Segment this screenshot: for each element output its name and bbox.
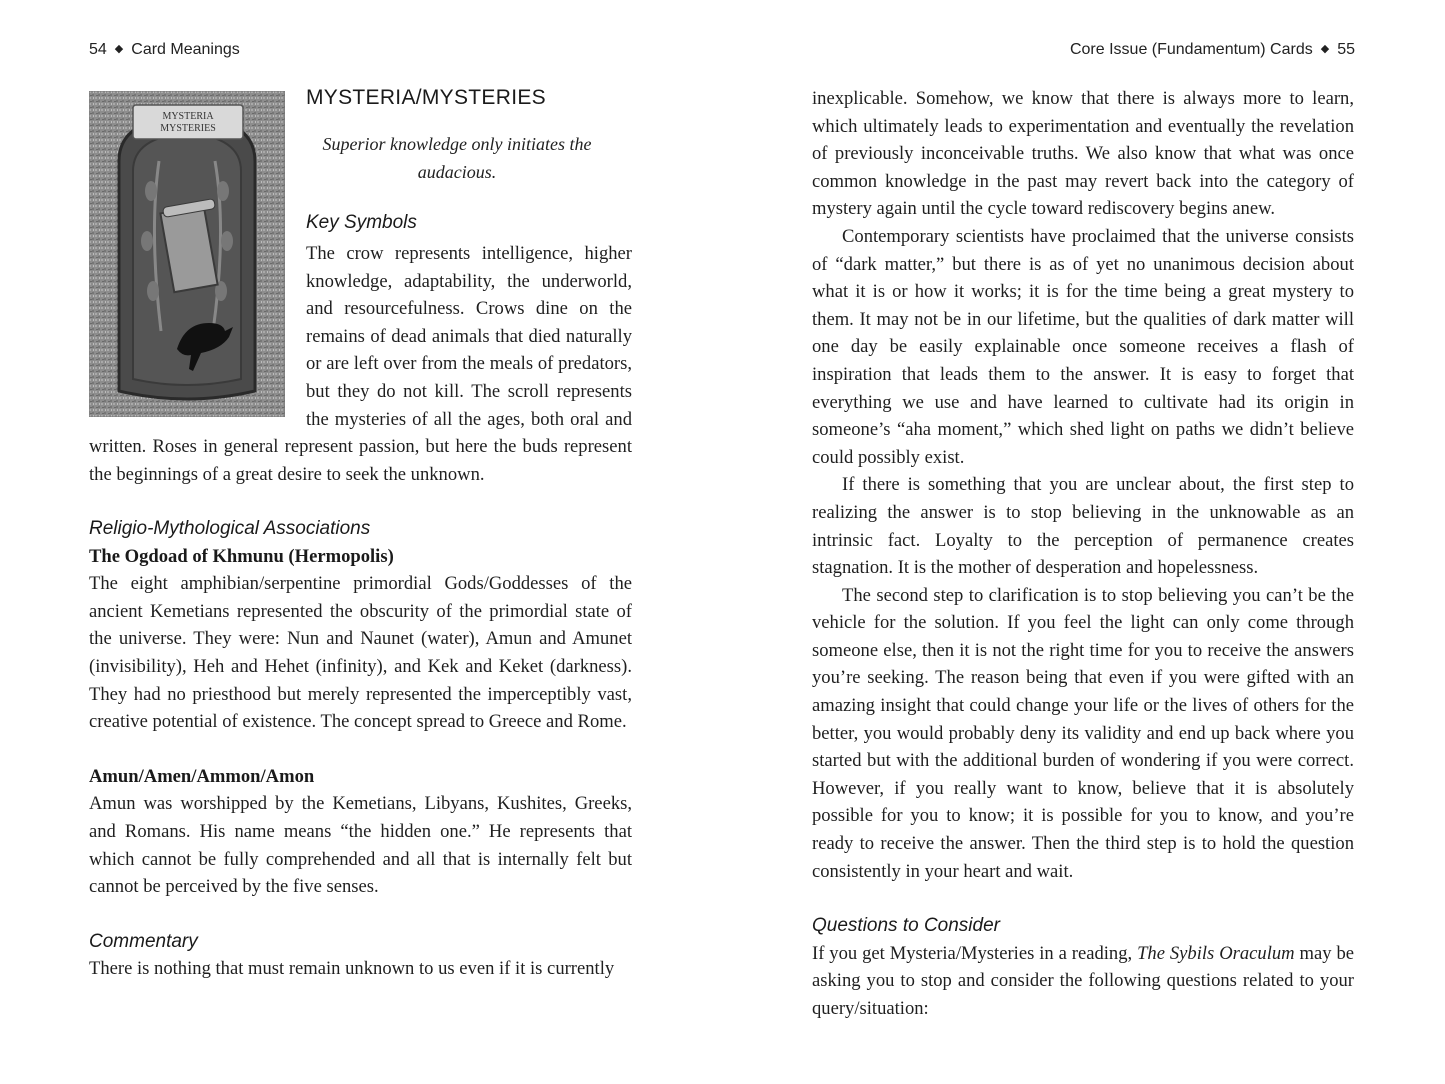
amun-heading: Amun/Amen/Ammon/Amon <box>89 765 315 787</box>
running-head-title: Core Issue (Fundamentum) Cards <box>1069 41 1313 58</box>
key-symbols-heading: Key Symbols <box>306 212 417 233</box>
body-paragraph: If there is something that you are unclear about, the first step to realizing the answer is to stop believing in the unknowable as an intrinsic fact. Loyalty to the perception of permanence creates stagnation. It is the mother of desperation and hopelessness. <box>812 474 1354 579</box>
card-image-title-line2: MYSTERIES <box>160 123 216 134</box>
body-paragraph: inexplicable. Somehow, we know that there is always more to learn, which ultimately leads to experimentation and eventually the revelation of previously inconceivable truths. We also know that what was once common knowledge in the past may revert back into the category of mystery again until the cycle toward rediscovery begins anew. <box>812 88 1354 220</box>
left-lower-section <box>89 515 632 983</box>
epigraph: Superior knowledge only initiates the audacious. <box>322 134 592 182</box>
commentary-text: There is nothing that must remain unknown to us even if it is currently <box>89 958 615 980</box>
ogdoad-text: The eight amphibian/serpentine primordial Gods/Goddesses of the ancient Kemetians represented the obscurity of the primordial state of the universe. They were: Nun and Naunet (water), Amun and Amunet (invisibility), Heh and Hehet (infinity), and Kek and Keket (darkness). They had no priesthood but merely represented the imperceptibly vast, creative potential of existence. The concept spread to Greece and Rome. <box>89 573 632 733</box>
questions-text <box>812 940 1354 1023</box>
key-symbols-section <box>89 240 632 488</box>
card-image-title-line1: MYSTERIA <box>162 111 214 122</box>
body-paragraph: Contemporary scientists have proclaimed that the universe consists of “dark matter,” but there is as of yet no unanimous decision about what it is or how it works; it is for the time being a great mystery to them. It may not be in our lifetime, but the qualities of dark matter will one day be easily explainable once someone receives a flash of inspiration that leads them to the answer. It is easy to forget that everything we use and have learned to cultivate had its origin in someone’s “aha moment,” which shed light on paths we didn’t believe could possibly exist. <box>812 225 1354 468</box>
running-head-right <box>1070 41 1355 59</box>
figure-wrap-space <box>89 240 306 432</box>
card-title: MYSTERIA/MYSTERIES <box>306 86 546 109</box>
book-title: The Sybils Oraculum <box>1137 942 1295 964</box>
page-number: 55 <box>1337 41 1355 58</box>
ogdoad-heading: The Ogdoad of Khmunu (Hermopolis) <box>89 545 394 567</box>
page-number: 54 <box>89 41 107 58</box>
body-paragraph: The second step to clarification is to stop believing you can’t be the vehicle for the solution. If you feel the light can only come through someone else, then it is not the right time for you to receive the answers you’re seeking. The reason being that even if you were gifted with an amazing insight that could change your life or the lives of others for the better, you would probably deny its validity and end up back where you started but with the additional burden of wondering if you were correct. However, if you really want to know, believe that it is absolutely possible for you to know; it is possible for you to know, and you’re ready to receive the answer. Then the third step is to hold the question consistently in your heart and wait. <box>812 584 1354 882</box>
key-symbols-text: The crow represents intelligence, higher knowledge, adaptability, the underworld, and resourcefulness. Crows dine on the remains of dead animals that died naturally or are left over from the meals of predators, but they do not kill. The scroll represents the mysteries of all the ages, both oral and written. Roses in general represent passion, but here the buds represent the beginnings of a great desire to seek the unknown. <box>89 243 632 485</box>
right-body <box>812 85 1354 1023</box>
running-head-title: Card Meanings <box>131 41 240 58</box>
right-page <box>722 0 1445 1084</box>
running-head-left <box>89 41 240 59</box>
diamond-icon: ◆ <box>114 43 124 55</box>
diamond-icon: ◆ <box>1320 43 1330 55</box>
associations-heading: Religio-Mythological Associations <box>89 518 371 539</box>
commentary-heading: Commentary <box>89 930 198 952</box>
questions-text-after: may be asking you to stop and consider the following questions related to your query/situation: <box>812 942 1354 1019</box>
left-page <box>0 0 722 1084</box>
questions-heading: Questions to Consider <box>812 915 1000 937</box>
amun-text: Amun was worshipped by the Kemetians, Libyans, Kushites, Greeks, and Romans. His name means “the hidden one.” He represents that which cannot be fully comprehended and all that is internally felt but cannot be perceived by the five senses. <box>89 793 632 898</box>
questions-text-before: If you get Mysteria/Mysteries in a reading, <box>812 942 1138 964</box>
